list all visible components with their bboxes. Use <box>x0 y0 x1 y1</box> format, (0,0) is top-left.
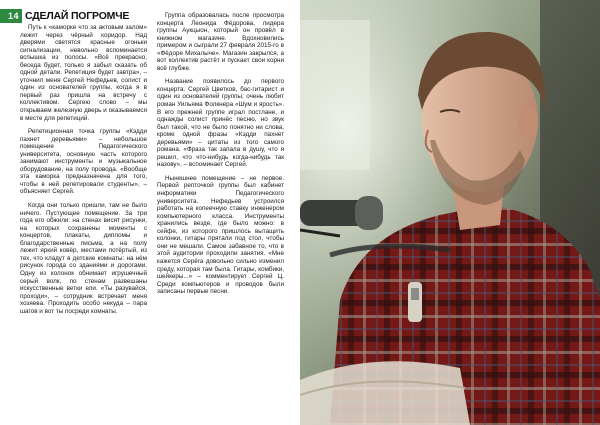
paragraph: Когда они только пришли, там не было ничего. Пустующее помещение. За три года его обжили: на стенах висят рисунки, на которых сохранены моменты с концертов, плакаты, дипломы и благодарственные письма, а на полу лежит яркий ковёр, местами потёртый, из тех, что кладут в детские комнаты: на нём рисунок города со зданиями и дорогами. Одну из колонок обнимает игрушечный серый волк, по стенам развешаны искусственные ветки ели. «Ты разувайся, проходи», – сотрудник встречает меня хозяева. Проходить особо некуда – пара шагов и вот ты посреди комнаты. <box>20 202 147 315</box>
section-title: СДЕЛАЙ ПОГРОМЧЕ <box>25 9 130 22</box>
text-column-2 <box>157 12 284 302</box>
page-number: 14 <box>0 9 22 23</box>
page-header <box>0 8 129 23</box>
paragraph: Репетиционная точка группы «Кэдди пахнет деревьями» – небольшое помещение Педагогического университета, основную часть которого занимают инструменты и музыкальное оборудование, на полу провода. «Вообще эта каморка предназначена для того, чтобы в ней репетировали студенты», – объясняет Сергей. <box>20 128 147 196</box>
musician-photo <box>300 0 600 425</box>
photo-illustration <box>300 0 600 425</box>
window-light <box>300 20 370 170</box>
paragraph: Группа образовалась после просмотра концерта Леонида Фёдорова, лидера группы Аукцыон, который он провёл в книжном магазине. Вдохновились примером и сыграли 27 февраля 2015-го в «Фёдоре Михалыче». Магазин закрылся, а вот коллектив растёт и пускает свои корни всё глубже. <box>157 12 284 72</box>
paragraph: Путь к «каморке что за актовым залом» лежит через чёрный коридор. Над дверями светятся красные огоньки сигнализации, невольно вспоминается вспышка из полосы. «Всё прекрасно, беседа будет, только я забыл сказать об одной детали. Репетиция будет завтра», – уточнил меня Сергей Нефедьев, солист и один из основателей группы, когда я в первый раз пришла на встречу с коллективом. Сергею слово – мы открываем железную дверь и оказываемся в месте для репетиций. <box>20 24 147 122</box>
paragraph: Название появилось до первого концерта. Сергей Цветков, бас-гитарист и один из основателей группы, очень любит роман Уильяма Фолкнера «Шум и ярость». В его прежней группе играл постлане, и однажды солист принёс песню, но звук был такой, что не было понятно ни слова, кроме одной фразы «Кэдди пахнет деревьями» – цитаты из того самого романа. «Фраза так запала в душу, что я решил, что что-нибудь когда-нибудь так назову», – вспоминает Сергей. <box>157 78 284 169</box>
paragraph: Нынешнее помещение – не первое. Первой репточкой группы был кабинет информатики Педагогического университета. Нефедьев устроился работать на копеечную ставку инженером компьютерного класса. Инструменты хранились везде, где было можно: в сейфе, из которого пришлось вытащить колонки, гитары прятали под стол, чтобы они не мешали. Самое забавное то, что в этой аудитории проходили занятия. «Мне кажется Серёга довольно сильно изменил среду, которая там была. Гитары, комбики, шейкеры...» – комментирует Сергей Ц. Среди компьютеров и проводов были записаны первые песни. <box>157 174 284 296</box>
text-column-1 <box>20 24 147 321</box>
